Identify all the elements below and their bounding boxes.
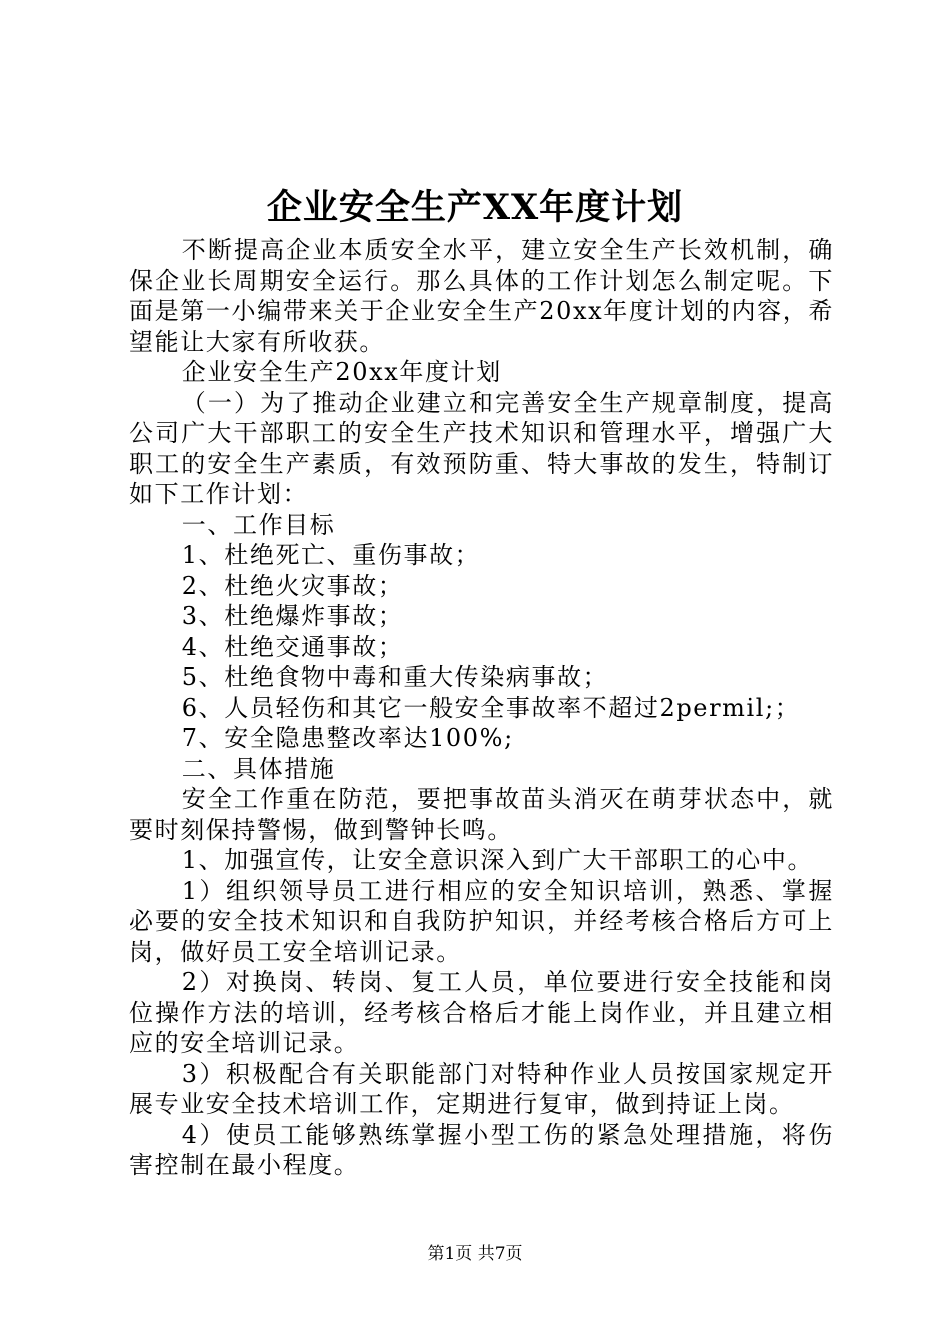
- goal-item: 2、杜绝火灾事故；: [181, 571, 404, 600]
- document-title: 企业安全生产XX年度计划: [266, 187, 684, 228]
- document-body: [129, 235, 834, 1181]
- goal-item: 3、杜绝爆炸事故；: [181, 602, 404, 630]
- preamble-paragraph: （一）为了推动企业建立和完善安全生产规章制度，提高公司广大干部职工的安全生产技术知识和管理水平，增强广大职工的安全生产素质，有效预防重、特大事故的发生，特制订如下工作计划：: [129, 388, 834, 508]
- measure-item: 1）组织领导员工进行相应的安全知识培训，熟悉、掌握必要的安全技术知识和自我防护知识，并经考核合格后方可上岗，做好员工安全培训记录。: [129, 876, 834, 966]
- measure-item: 3）积极配合有关职能部门对特种作业人员按国家规定开展专业安全技术培训工作，定期进行复审，做到持证上岗。: [129, 1059, 834, 1118]
- measure-item: 4）使员工能够熟练掌握小型工伤的紧急处理措施，将伤害控制在最小程度。: [129, 1120, 834, 1179]
- measure-heading: 1、加强宣传，让安全意识深入到广大干部职工的心中。: [181, 846, 814, 874]
- goal-item: 4、杜绝交通事故；: [181, 632, 404, 661]
- section-heading-goals: 一、工作目标: [181, 510, 336, 539]
- section-heading-measures: 二、具体措施: [181, 754, 336, 783]
- goal-item: 5、杜绝食物中毒和重大传染病事故；: [181, 663, 609, 691]
- subtitle-line: 企业安全生产20xx年度计划: [181, 358, 502, 386]
- goal-item: 1、杜绝死亡、重伤事故；: [181, 541, 481, 569]
- goal-item: 7、安全隐患整改率达100%;: [181, 724, 514, 752]
- intro-paragraph: 不断提高企业本质安全水平，建立安全生产长效机制，确保企业长周期安全运行。那么具体的工作计划怎么制定呢。下面是第一小编带来关于企业安全生产20xx年度计划的内容，希望能让大家有所收获。: [129, 236, 834, 356]
- measure-item: 2）对换岗、转岗、复工人员，单位要进行安全技能和岗位操作方法的培训，经考核合格后才能上岗作业，并且建立相应的安全培训记录。: [129, 968, 834, 1057]
- measures-intro-paragraph: 安全工作重在防范，要把事故苗头消灭在萌芽状态中，就要时刻保持警惕，做到警钟长鸣。: [129, 785, 834, 844]
- page-number-footer: 第1页 共7页: [427, 1244, 523, 1264]
- goal-item: 6、人员轻伤和其它一般安全事故率不超过2permil;；: [181, 693, 801, 722]
